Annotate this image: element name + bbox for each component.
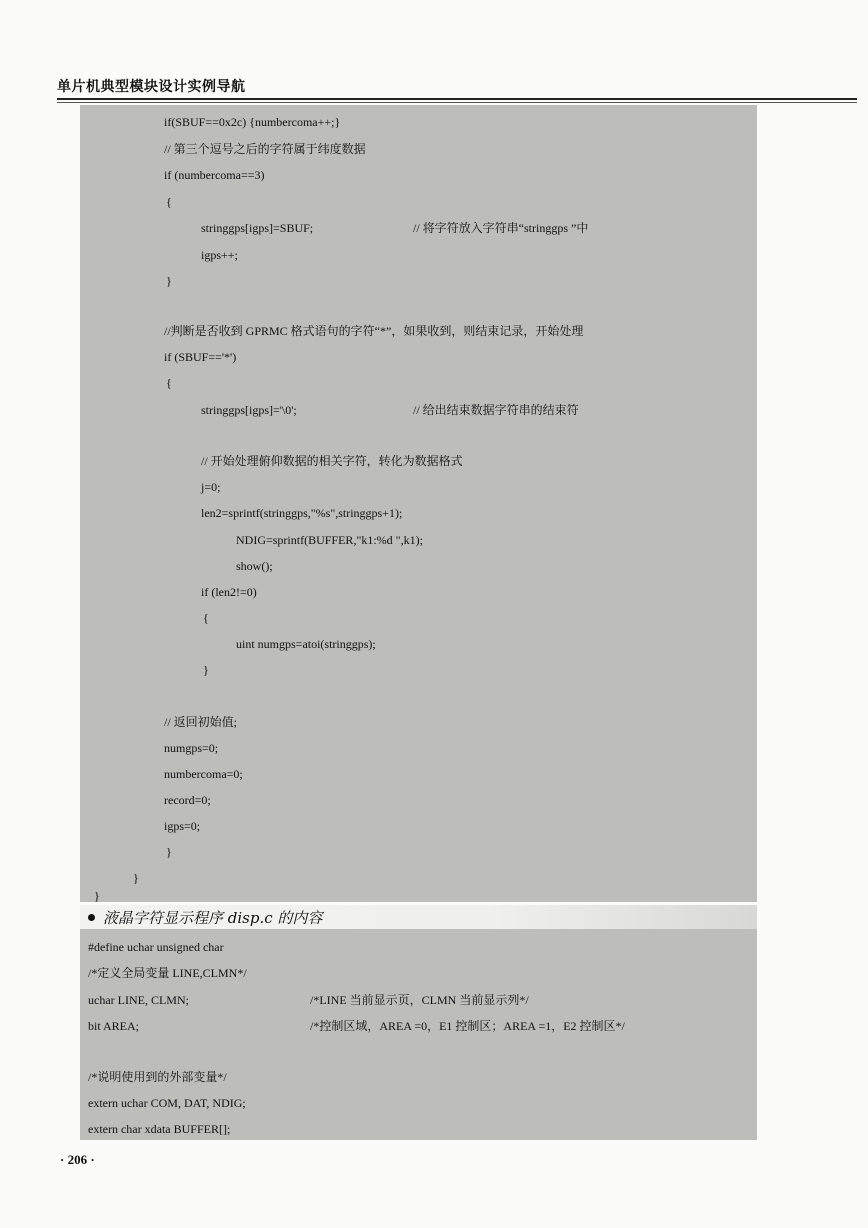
code-line: } [166, 274, 172, 288]
code-line: if(SBUF==0x2c) {numbercoma++;} [164, 115, 341, 129]
code-line: //判断是否收到 GPRMC 格式语句的字符“*”，如果收到，则结束记录，开始处理 [164, 324, 584, 338]
code-line: } [166, 845, 172, 859]
section-heading-text: 液晶字符显示程序 disp.c 的内容 [103, 909, 323, 927]
code-line: } [203, 663, 209, 677]
code-comment: // 给出结束数据字符串的结束符 [413, 403, 579, 417]
code-line: extern char xdata BUFFER[]; [88, 1122, 231, 1136]
section-heading [88, 907, 322, 928]
code-line: { [166, 195, 172, 209]
code-line: uchar LINE, CLMN; [88, 993, 189, 1007]
code-line: { [203, 611, 209, 625]
code-line: j=0; [201, 480, 221, 494]
code-line: igps++; [201, 248, 238, 262]
code-line: len2=sprintf(stringgps,"%s",stringgps+1); [201, 506, 403, 520]
code-line: #define uchar unsigned char [88, 940, 224, 954]
code-line: igps=0; [164, 819, 201, 833]
code-line: stringgps[igps]=SBUF; [201, 221, 314, 235]
code-line: numgps=0; [164, 741, 219, 755]
code-comment: // 将字符放入字符串“stringgps ”中 [413, 221, 589, 235]
code-line: stringgps[igps]='\0'; [201, 403, 297, 417]
code-line: bit AREA; [88, 1019, 140, 1033]
header-title: 单片机典型模块设计实例导航 [57, 79, 246, 95]
code-line: if (SBUF=='*') [164, 350, 237, 364]
code-line: if (len2!=0) [201, 585, 257, 599]
code-comment: /*LINE 当前显示页，CLMN 当前显示列*/ [310, 993, 529, 1007]
page-number: · 206 · [60, 1152, 95, 1167]
code-line: numbercoma=0; [164, 767, 243, 781]
code-block-gps [80, 105, 757, 902]
code-line: // 返回初始值; [164, 715, 238, 729]
code-line: /*说明使用到的外部变量*/ [88, 1070, 227, 1084]
header-rule-thin [57, 102, 857, 103]
page-header [57, 70, 857, 104]
code-line: /*定义全局变量 LINE,CLMN*/ [88, 966, 247, 980]
code-line: { [166, 376, 172, 390]
code-comment: /*控制区域，AREA =0，E1 控制区；AREA =1，E2 控制区*/ [310, 1019, 625, 1033]
bullet-icon [88, 914, 95, 921]
code-line: if (numbercoma==3) [164, 168, 265, 182]
code-line: show(); [236, 559, 273, 573]
code-block-disp [80, 929, 757, 1140]
code-line: record=0; [164, 793, 211, 807]
code-line: } [133, 871, 139, 885]
header-rule [57, 98, 857, 100]
code-line: extern uchar COM, DAT, NDIG; [88, 1096, 246, 1110]
code-line: // 第三个逗号之后的字符属于纬度数据 [164, 142, 366, 156]
code-line: NDIG=sprintf(BUFFER,"k1:%d ",k1); [236, 533, 423, 547]
code-line: } [94, 889, 100, 903]
code-line: // 开始处理俯仰数据的相关字符，转化为数据格式 [201, 454, 463, 468]
code-line: uint numgps=atoi(stringgps); [236, 637, 376, 651]
